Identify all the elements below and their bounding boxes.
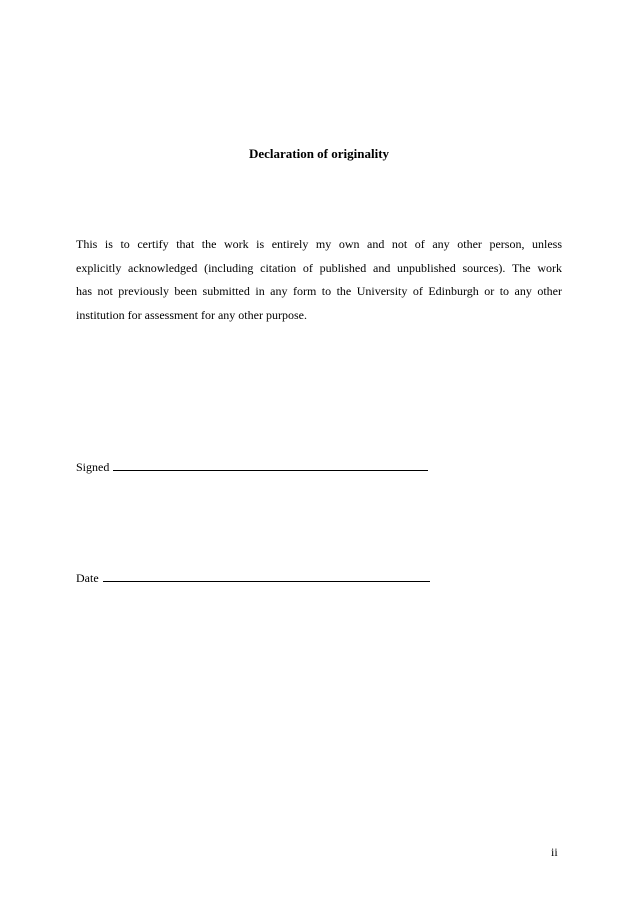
page-number: ii [551,845,558,859]
date-label: Date [76,571,99,585]
signature-field [76,459,428,475]
signature-line [113,459,428,471]
page-title: Declaration of originality [248,146,390,161]
paragraph-line: institution for assessment for any other purpose. [76,307,307,322]
date-field [76,570,430,586]
paragraph-line: explicitly acknowledged (including citation of published and unpublished sources). The work [76,260,562,275]
paragraph-line: This is to certify that the work is entirely my own and not of any other person, unless [76,237,562,251]
declaration-paragraph [76,233,562,327]
paragraph-line: has not previously been submitted in any form to the University of Edinburgh or to any other [76,284,562,299]
date-line [103,570,430,582]
signed-label: Signed [76,460,110,474]
